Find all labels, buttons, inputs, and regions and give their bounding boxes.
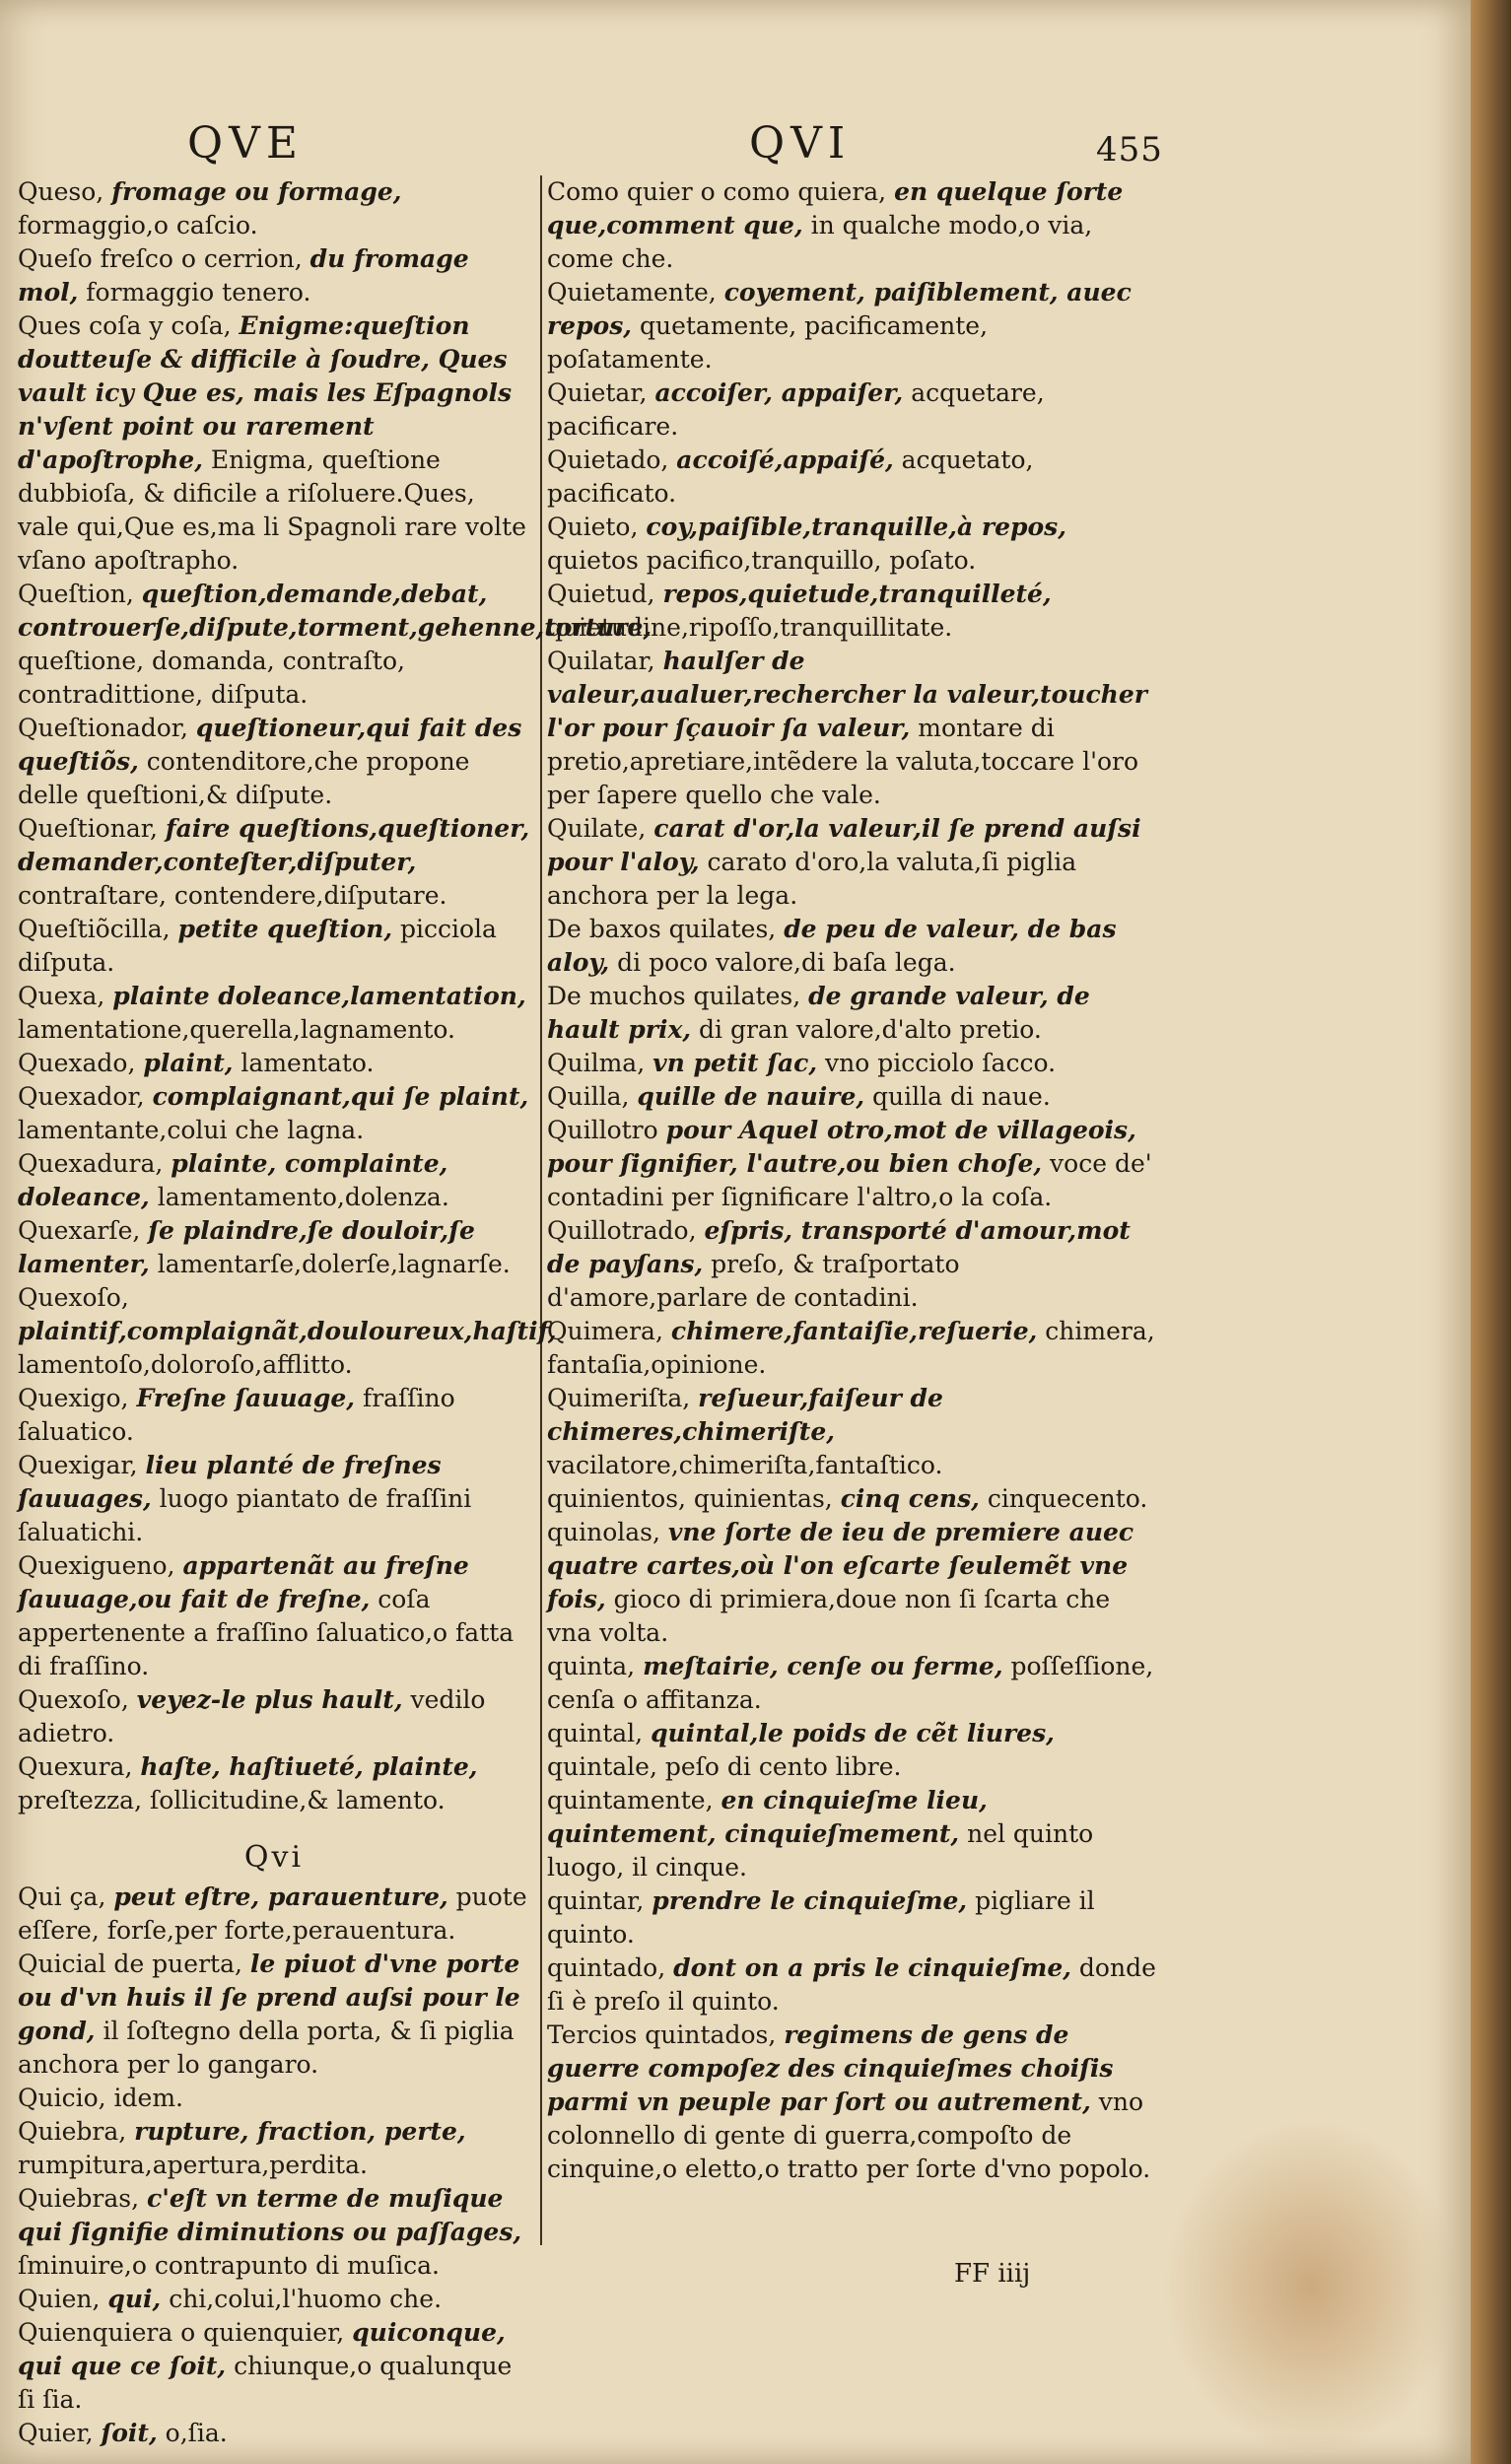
italian-gloss: acquetare, pacificare. <box>547 378 1045 441</box>
headword: Quieto, <box>547 513 639 541</box>
dictionary-entry <box>18 980 530 1047</box>
italian-gloss: montare di pretio,apretiare,intẽdere la valuta,toccare l'oro per ſapere quello che vale. <box>547 714 1138 809</box>
italian-gloss: poſſeſſione, cenſa o affitanza. <box>547 1652 1154 1714</box>
french-gloss: en cinquieſme lieu, quintement, cinquieſmement, <box>547 1786 988 1848</box>
dictionary-entry <box>18 1449 530 1549</box>
headword: Quexoſo, <box>18 1283 129 1312</box>
french-gloss: le piuot d'vne porte ou d'vn huis il ſe prend auſsi pour le gond, <box>18 1950 520 2045</box>
headword: quinolas, <box>547 1518 660 1546</box>
italian-gloss: di poco valore,di baſa lega. <box>617 948 956 977</box>
italian-gloss: idem. <box>113 2084 183 2112</box>
italian-gloss: vedilo adietro. <box>18 1685 486 1747</box>
headword: Qui ça, <box>18 1882 106 1911</box>
headword: Quexura, <box>18 1752 133 1781</box>
headword: Quexa, <box>18 982 105 1010</box>
dictionary-entry <box>547 1382 1158 1482</box>
headword: Quienquiera o quienquier, <box>18 2318 345 2347</box>
dictionary-entry <box>18 2115 530 2182</box>
italian-gloss: vno colonnello di gente di guerra,compoſto de cinquine,o eletto,o tratto per ſorte d'vno popolo. <box>547 2088 1151 2183</box>
french-gloss: ſoit, <box>101 2419 158 2447</box>
french-gloss: de grande valeur, de hault prix, <box>547 982 1090 1044</box>
dictionary-entry <box>547 511 1158 578</box>
italian-gloss: Enigma, queſtione dubbioſa, & dificile a riſoluere.Ques, vale qui,Que es,ma li Spagnoli rare volte vſano apoſtrapho. <box>18 445 526 575</box>
headword: Tercios quintados, <box>547 2020 777 2049</box>
dictionary-entry <box>547 812 1158 913</box>
dictionary-entry <box>18 1382 530 1449</box>
headword: Como quier o como quiera, <box>547 177 887 206</box>
dictionary-entry <box>18 913 530 980</box>
headword: quinta, <box>547 1652 636 1680</box>
french-gloss: reſueur,faiſeur de chimeres,chimeriſte, <box>547 1384 943 1446</box>
italian-gloss: pigliare il quinto. <box>547 1886 1095 1949</box>
french-gloss: cinq cens, <box>840 1484 980 1513</box>
headword: Quimera, <box>547 1317 663 1345</box>
french-gloss: eſpris, transporté d'amour,mot de payſans, <box>547 1216 1131 1278</box>
dictionary-entry <box>18 2182 530 2283</box>
italian-gloss: cinquecento. <box>987 1484 1148 1513</box>
italian-gloss: formaggio tenero. <box>86 278 311 307</box>
headword: Queſtiõcilla, <box>18 915 171 943</box>
italian-gloss: chi,colui,l'huomo che. <box>169 2285 443 2313</box>
italian-gloss: lamentato. <box>240 1049 375 1077</box>
headword: quintar, <box>547 1886 645 1915</box>
french-gloss: veyez-le plus hault, <box>136 1685 403 1714</box>
italian-gloss: lamentatione,querella,lagnamento. <box>18 1015 455 1044</box>
italian-gloss: vacilatore,chimeriſta,fantaſtico. <box>547 1451 943 1479</box>
dictionary-entry <box>18 1881 530 1948</box>
italian-gloss: o,ſia. <box>165 2419 228 2447</box>
italian-gloss: carato d'oro,la valuta,ſi piglia anchora per la lega. <box>547 848 1077 910</box>
dictionary-entry <box>547 376 1158 444</box>
headword: Queſtionar, <box>18 814 158 843</box>
italian-gloss: fraſſino ſaluatico. <box>18 1384 455 1446</box>
french-gloss: vn petit ſac, <box>652 1049 818 1077</box>
french-gloss: haſte, haſtiueté, plainte, <box>140 1752 478 1781</box>
french-gloss: plaint, <box>143 1049 234 1077</box>
headword: Quillotrado, <box>547 1216 697 1245</box>
headword: Queſo freſco o cerrion, <box>18 244 303 273</box>
headword: Quicio, <box>18 2084 106 2112</box>
dictionary-entry <box>18 812 530 913</box>
french-gloss: coyement, paiſiblement, auec repos, <box>547 278 1132 340</box>
headword: De baxos quilates, <box>547 915 777 943</box>
italian-gloss: preſtezza, ſollicitudine,& lamento. <box>18 1786 446 1814</box>
dictionary-entry <box>18 175 530 242</box>
dictionary-entry <box>547 1884 1158 1951</box>
italian-gloss: queſtione, domanda, contraſto, contradittione, diſputa. <box>18 647 405 709</box>
headword: Queſtion, <box>18 580 134 608</box>
dictionary-entry <box>18 1750 530 1817</box>
dictionary-entry <box>547 444 1158 511</box>
french-gloss: carat d'or,la valeur,il ſe prend auſsi pour l'aloy, <box>547 814 1141 876</box>
french-gloss: en quelque ſorte que,comment que, <box>547 177 1124 240</box>
french-gloss: peut eſtre, parauenture, <box>113 1882 448 1911</box>
dictionary-entry <box>18 1281 557 1382</box>
dictionary-entry <box>18 1549 530 1683</box>
headword: Quilatar, <box>547 647 655 675</box>
dictionary-entry <box>547 1482 1158 1516</box>
italian-gloss: acquetato, pacificato. <box>547 445 1034 508</box>
italian-gloss: voce de' contadini per ſignificare l'altro,o la coſa. <box>547 1149 1152 1211</box>
french-gloss: coy,paiſible,tranquille,à repos, <box>646 513 1066 541</box>
headword: Quexoſo, <box>18 1685 129 1714</box>
dictionary-entry <box>18 712 530 812</box>
dictionary-entry <box>547 1951 1158 2019</box>
french-gloss: queſtion,demande,debat, controuerſe,diſpute,torment,gehenne,torture, <box>18 580 652 642</box>
italian-gloss: quetamente, pacificamente, poſatamente. <box>547 311 989 374</box>
french-gloss: meſtairie, cenſe ou ferme, <box>643 1652 1003 1680</box>
dictionary-entry <box>547 1650 1158 1717</box>
french-gloss: complaignant,qui ſe plaint, <box>152 1082 529 1111</box>
italian-gloss: gioco di primiera,doue non ſi ſcarta che vna volta. <box>547 1585 1111 1647</box>
dictionary-entry <box>547 1114 1158 1214</box>
french-gloss: quille de nauire, <box>637 1082 865 1111</box>
headword: Quietud, <box>547 580 655 608</box>
italian-gloss: di gran valore,d'alto pretio. <box>699 1015 1042 1044</box>
italian-gloss: nel quinto luogo, il cinque. <box>547 1819 1094 1882</box>
dictionary-entry <box>547 578 1158 645</box>
italian-gloss: rumpitura,apertura,perdita. <box>18 2151 368 2179</box>
french-gloss: appartenãt au freſne ſauuage,ou fait de freſne, <box>18 1551 469 1613</box>
headword: Quexigar, <box>18 1451 138 1479</box>
italian-gloss: vno picciolo ſacco. <box>825 1049 1057 1077</box>
italian-gloss: il ſoſtegno della porta, & ſi piglia anchora per lo gangaro. <box>18 2017 515 2079</box>
dictionary-entry <box>18 309 530 578</box>
right-column <box>547 175 1158 2186</box>
italian-gloss: picciola diſputa. <box>18 915 497 977</box>
italian-gloss: preſo, & traſportato d'amore,parlare de contadini. <box>547 1250 960 1312</box>
headword: quinientos, quinientas, <box>547 1484 833 1513</box>
headword: Quexigueno, <box>18 1551 175 1580</box>
french-gloss: lieu planté de freſnes ſauuages, <box>18 1451 442 1513</box>
italian-gloss: luogo piantato de fraſſini ſaluatichi. <box>18 1484 472 1546</box>
dictionary-entry <box>547 1516 1158 1650</box>
italian-gloss: lamentoſo,doloroſo,afflitto. <box>18 1350 353 1379</box>
headword: Quier, <box>18 2419 94 2447</box>
french-gloss: faire queſtions,queſtioner, demander,conteſter,diſputer, <box>18 814 530 876</box>
signature-mark: FF iiij <box>954 2259 1031 2289</box>
french-gloss: repos,quietude,tranquilleté, <box>662 580 1052 608</box>
dictionary-entry <box>547 2019 1158 2186</box>
headword: quintamente, <box>547 1786 714 1814</box>
headword: Quilate, <box>547 814 647 843</box>
italian-gloss: puote eſſere, forſe,per forte,perauentura. <box>18 1882 527 1945</box>
italian-gloss: in qualche modo,o via, come che. <box>547 211 1093 273</box>
headword: quintado, <box>547 1953 666 1982</box>
dictionary-entry <box>547 175 1158 276</box>
headword: Quietamente, <box>547 278 717 307</box>
italian-gloss: ſminuire,o contrapunto di muſica. <box>18 2251 441 2280</box>
dictionary-entry <box>18 1147 530 1214</box>
french-gloss: du fromage mol, <box>18 244 469 307</box>
headword: Quexigo, <box>18 1384 129 1412</box>
dictionary-entry <box>18 2082 530 2115</box>
headword: Quexado, <box>18 1049 136 1077</box>
italian-gloss: coſa appertenente a fraſſino ſaluatico,o fatta di fraſſino. <box>18 1585 515 1680</box>
italian-gloss: chiunque,o qualunque ſi ſia. <box>18 2352 513 2414</box>
dictionary-entry <box>18 1080 530 1147</box>
dictionary-entry <box>18 1948 530 2082</box>
french-gloss: petite queſtion, <box>177 915 393 943</box>
dictionary-entry <box>547 645 1158 812</box>
french-gloss: ſe plaindre,ſe douloir,ſe lamenter, <box>18 1216 475 1278</box>
french-gloss: accoiſer, appaiſer, <box>654 378 904 407</box>
french-gloss: pour Aquel otro,mot de villageois, pour ſignifier, l'autre,ou bien choſe, <box>547 1116 1136 1178</box>
french-gloss: plaintif,complaignãt,douloureux,haſtif, <box>18 1317 557 1345</box>
dictionary-entry <box>18 2316 530 2417</box>
italian-gloss: lamentarſe,dolerſe,lagnarſe. <box>157 1250 511 1278</box>
french-gloss: dont on a pris le cinquieſme, <box>673 1953 1071 1982</box>
column-rule <box>540 175 542 2245</box>
italian-gloss: chimera, fantaſia,opinione. <box>547 1317 1155 1379</box>
dictionary-entry <box>18 1214 530 1281</box>
headword: Quexadura, <box>18 1149 164 1178</box>
page-number: 455 <box>1096 130 1163 170</box>
headword: Quien, <box>18 2285 101 2313</box>
italian-gloss: lamentamento,dolenza. <box>157 1183 449 1211</box>
headword: Quiebra, <box>18 2117 127 2146</box>
headword: Quilla, <box>547 1082 630 1111</box>
french-gloss: vne ſorte de ieu de premiere auec quatre cartes,où l'on eſcarte ſeulemẽt vne fois, <box>547 1518 1134 1613</box>
dictionary-entry <box>18 242 530 309</box>
french-gloss: rupture, fraction, perte, <box>134 2117 466 2146</box>
dictionary-entry <box>547 276 1158 376</box>
dictionary-entry <box>18 2283 530 2316</box>
french-gloss: prendre le cinquieſme, <box>652 1886 968 1915</box>
italian-gloss: contenditore,che propone delle queſtioni,& diſpute. <box>18 747 470 809</box>
dictionary-entry <box>547 913 1158 980</box>
headword: Quimeriſta, <box>547 1384 691 1412</box>
headword: Quietado, <box>547 445 669 474</box>
headword: quintal, <box>547 1719 644 1747</box>
italian-gloss: lamentante,colui che lagna. <box>18 1116 365 1144</box>
italian-gloss: contraſtare, contendere,diſputare. <box>18 881 447 910</box>
french-gloss: qui, <box>107 2285 162 2313</box>
french-gloss: regimens de gens de guerre compoſez des cinquieſmes choiſis parmi vn peuple par ſort ou autrement, <box>547 2020 1114 2116</box>
dictionary-entry <box>547 1717 1158 1784</box>
book-edge <box>1471 0 1511 2464</box>
french-gloss: de peu de valeur, de bas aloy, <box>547 915 1117 977</box>
dictionary-entry <box>547 1315 1158 1382</box>
french-gloss: plainte, complainte, doleance, <box>18 1149 448 1211</box>
french-gloss: quiconque, qui que ce ſoit, <box>18 2318 506 2380</box>
dictionary-entry <box>18 2417 530 2450</box>
french-gloss: fromage ou formage, <box>111 177 402 206</box>
italian-gloss: quilla di naue. <box>872 1082 1051 1111</box>
italian-gloss: quietudine,ripoſſo,tranquillitate. <box>547 613 953 642</box>
headword: Quiebras, <box>18 2184 140 2213</box>
headword: Ques coſa y coſa, <box>18 311 232 340</box>
french-gloss: Enigme:queſtion doutteuſe & difficile à ſoudre, Ques vault icy Que es, mais les Eſpagnols n'vſent point ou rarement d'apoſtrophe, <box>18 311 513 474</box>
dictionary-entry <box>547 1784 1158 1884</box>
water-stain <box>1163 2119 1459 2454</box>
headword: Queso, <box>18 177 104 206</box>
headword: De muchos quilates, <box>547 982 801 1010</box>
headword: Quillotro <box>547 1116 658 1144</box>
french-gloss: quintal,le poids de cẽt liures, <box>651 1719 1055 1747</box>
french-gloss: c'eſt vn terme de muſique qui ſignifie diminutions ou paſſages, <box>18 2184 522 2246</box>
headword: Quexarſe, <box>18 1216 141 1245</box>
dictionary-entry <box>18 1683 530 1750</box>
running-head-right: QVI <box>749 118 852 169</box>
headword: Quietar, <box>547 378 648 407</box>
headword: Queſtionador, <box>18 714 188 742</box>
italian-gloss: quintale, peſo di cento libre. <box>547 1752 902 1781</box>
dictionary-entry <box>18 1047 530 1080</box>
dictionary-entry <box>547 1047 1158 1080</box>
french-gloss: chimere,fantaiſie,reſuerie, <box>670 1317 1038 1345</box>
italian-gloss: quietos pacifico,tranquillo, poſato. <box>547 546 977 575</box>
french-gloss: queſtioneur,qui fait des queſtiõs, <box>18 714 522 776</box>
headword: Quicial de puerta, <box>18 1950 242 1978</box>
section-heading: Qvi <box>243 1840 305 1875</box>
dictionary-entry <box>547 980 1158 1047</box>
italian-gloss: formaggio,o caſcio. <box>18 211 258 240</box>
french-gloss: accoiſé,appaiſé, <box>676 445 894 474</box>
dictionary-entry <box>547 1080 1158 1114</box>
french-gloss: plainte doleance,lamentation, <box>112 982 526 1010</box>
headword: Quexador, <box>18 1082 145 1111</box>
italian-gloss: donde ſi è preſo il quinto. <box>547 1953 1156 2016</box>
dictionary-entry <box>547 1214 1158 1315</box>
running-head-left: QVE <box>187 118 304 169</box>
french-gloss: Freſne ſauuage, <box>136 1384 355 1412</box>
french-gloss: haulſer de valeur,aualuer,rechercher la valeur,toucher l'or pour ſçauoir ſa valeur, <box>547 647 1147 742</box>
headword: Quilma, <box>547 1049 646 1077</box>
